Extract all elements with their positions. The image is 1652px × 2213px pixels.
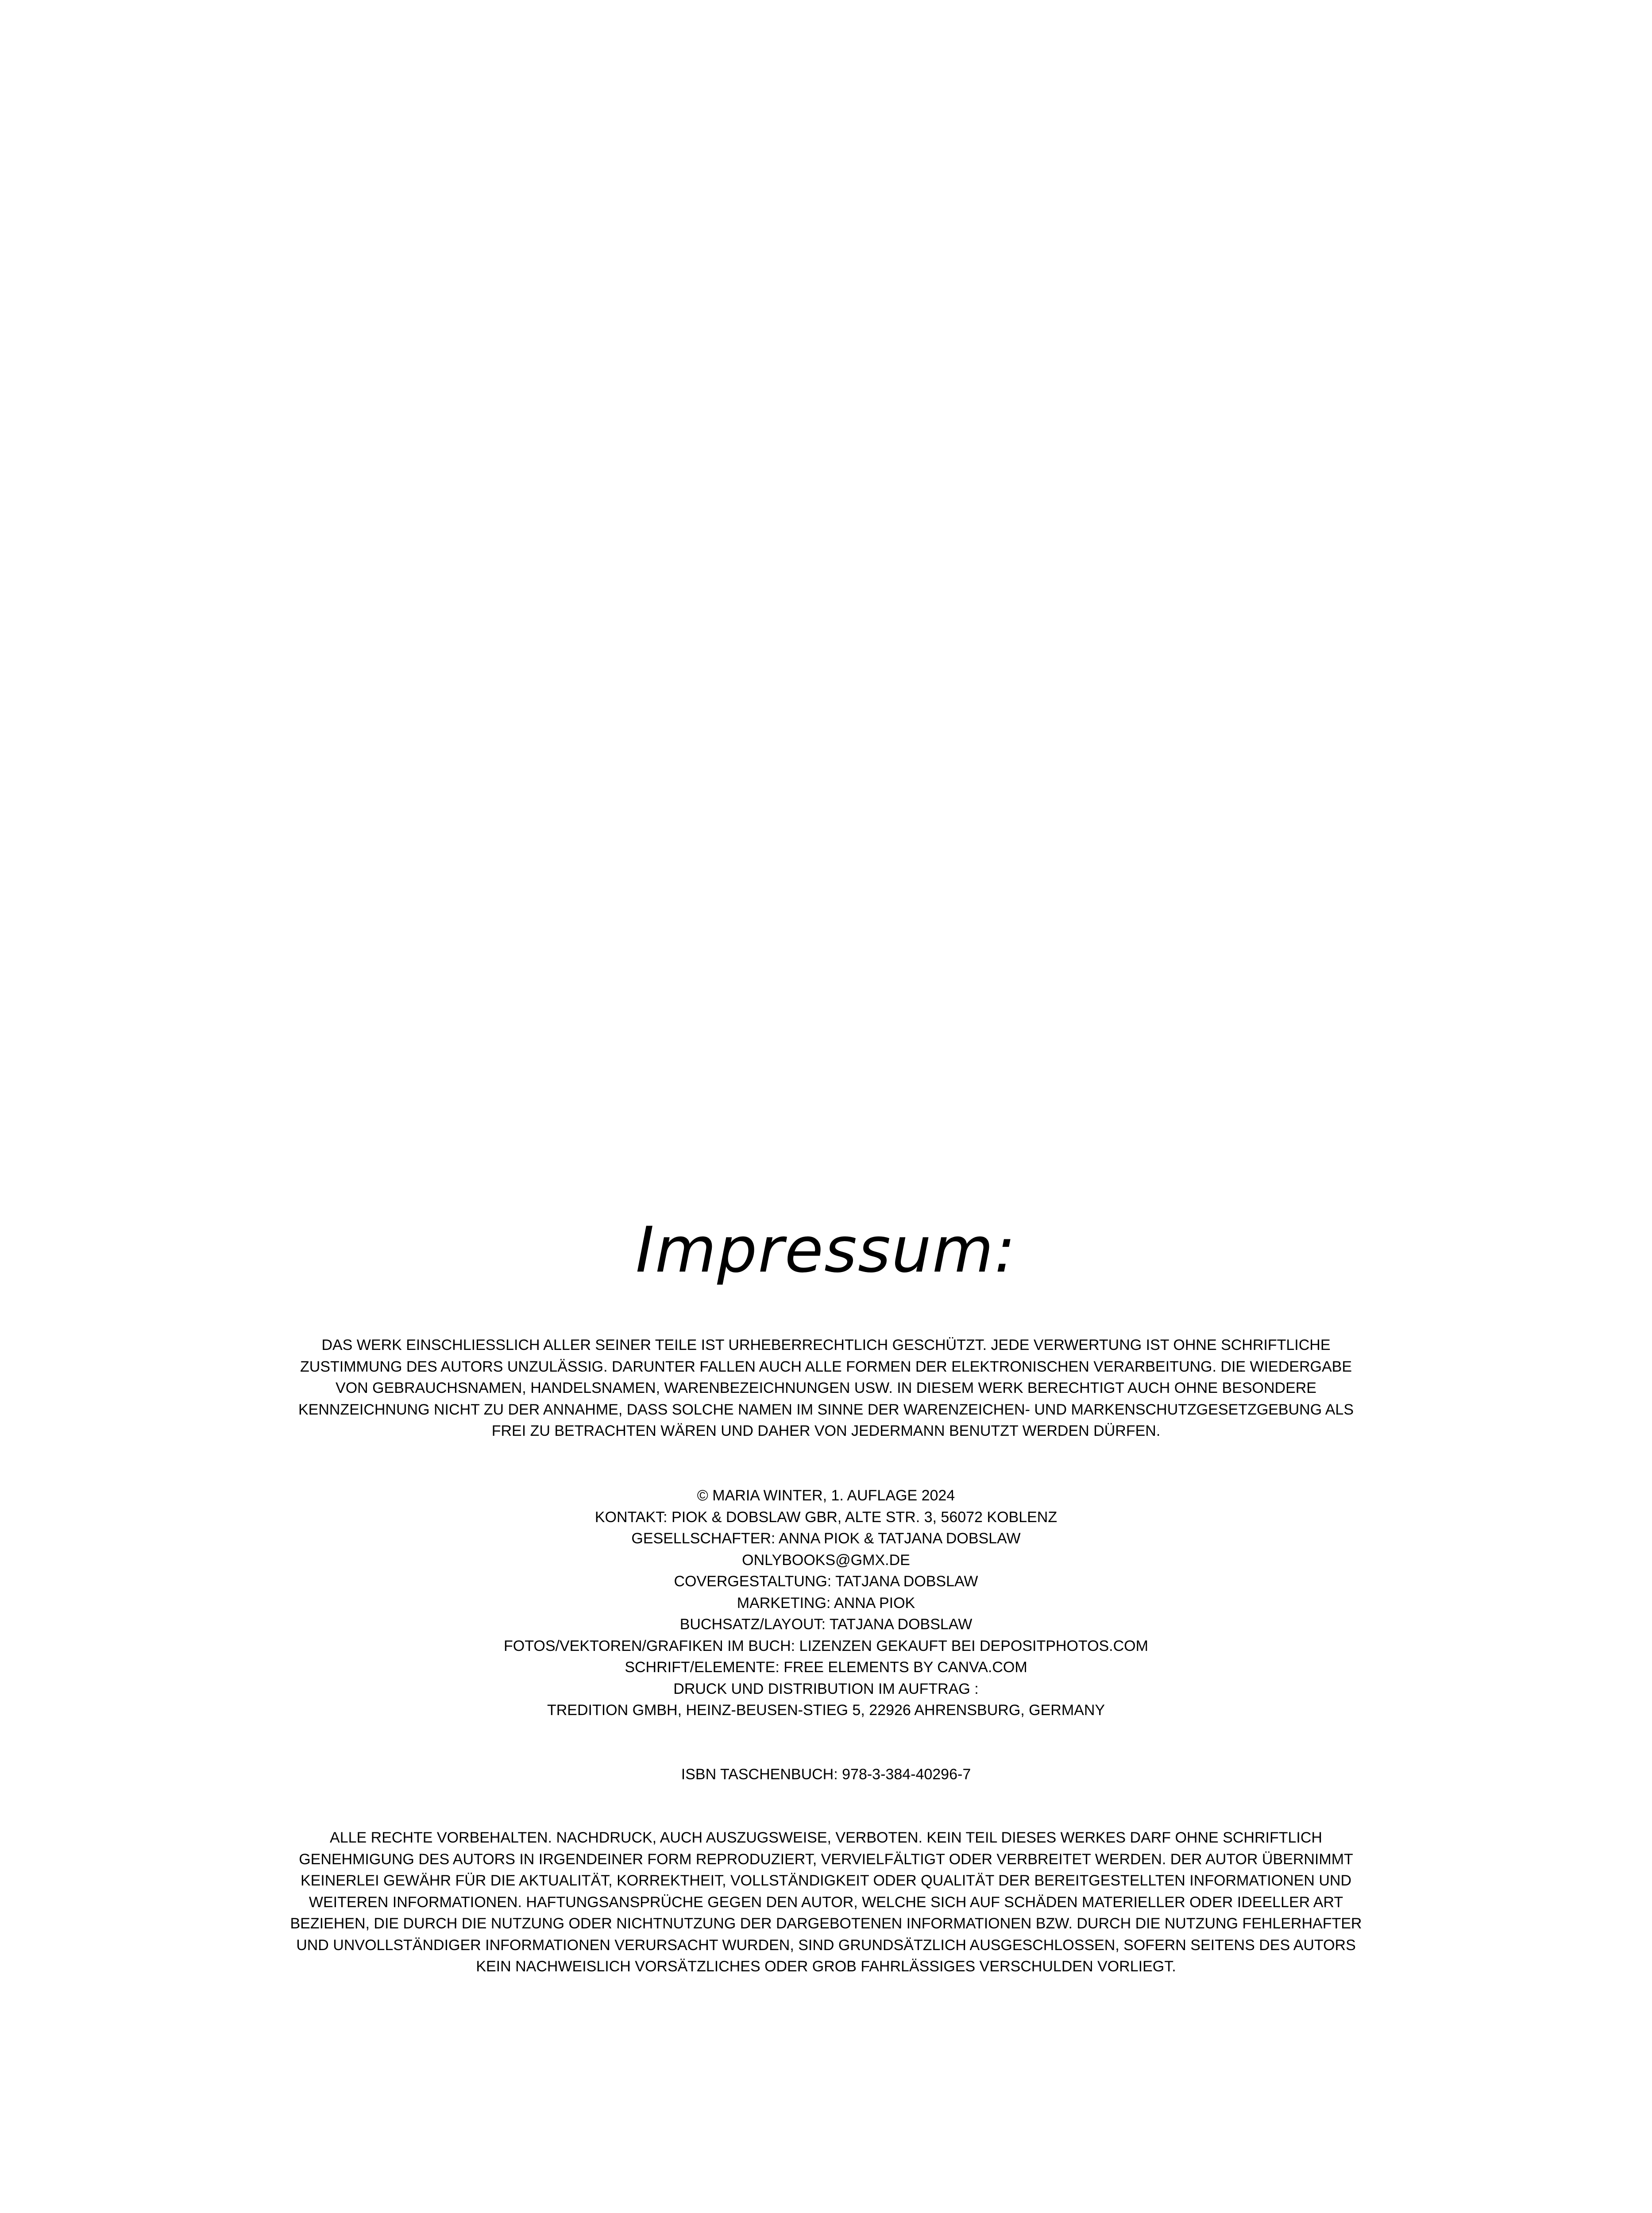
credit-line-printer-address: TREDITION GMBH, HEINZ-BEUSEN-STIEG 5, 22926 AHRENSBURG, GERMANY <box>547 1702 1105 1719</box>
isbn-text: ISBN TASCHENBUCH: 978-3-384-40296-7 <box>681 1766 971 1783</box>
credit-line-photos: FOTOS/VEKTOREN/GRAFIKEN IM BUCH: LIZENZEN GEKAUFT BEI DEPOSITPHOTOS.COM <box>504 1637 1148 1654</box>
credit-line-printing: DRUCK UND DISTRIBUTION IM AUFTRAG : <box>673 1680 979 1697</box>
rights-notice-text: ALLE RECHTE VORBEHALTEN. NACHDRUCK, AUCH AUSZUGSWEISE, VERBOTEN. KEIN TEIL DIESES WERKES DARF OHNE SCHRIFTLICH GENEHMIGUNG DES AUTORS IN IRGENDEINER FORM REPRODUZIERT, VERVIELFÄLTIGT ODER VERBREITET WERDEN. DER AUTOR ÜBERNIMMT KEINERLEI GEWÄHR FÜR DIE AKTUALITÄT, KORREKTHEIT, VOLLSTÄNDIGKEIT ODER QUALITÄT DER BEREITGESTELLTEN INFORMATIONEN UND WEITEREN INFORMATIONEN. HAFTUNGSANSPRÜCHE GEGEN DEN AUTOR, WELCHE SICH AUF SCHÄDEN MATERIELLER ODER IDEELLER ART BEZIEHEN, DIE DURCH DIE NUTZUNG ODER NICHTNUTZUNG DER DARGEBOTENEN INFORMATIONEN BZW. DURCH DIE NUTZUNG FEHLERHAFTER UND UNVOLLSTÄNDIGER INFORMATIONEN VERURSACHT WURDEN, SIND GRUNDSÄTZLICH AUSGESCHLOSSEN, SOFERN SEITENS DES AUTORS KEIN NACHWEISLICH VORSÄTZLICHES ODER GROB FAHRLÄSSIGES VERSCHULDEN VORLIEGT. <box>290 1829 1362 1975</box>
legal-notice-text: DAS WERK EINSCHLIESSLICH ALLER SEINER TEILE IST URHEBERRECHTLICH GESCHÜTZT. JEDE VERWERTUNG IST OHNE SCHRIFTLICHE ZUSTIMMUNG DES AUTORS UNZULÄSSIG. DARUNTER FALLEN AUCH ALLE FORMEN DER ELEKTRONISCHEN VERARBEITUNG. DIE WIEDERGABE VON GEBRAUCHSNAMEN, HANDELSNAMEN, WARENBEZEICHNUNGEN USW. IN DIESEM WERK BERECHTIGT AUCH OHNE BESONDERE KENNZEICHNUNG NICHT ZU DER ANNAHME, DASS SOLCHE NAMEN IM SINNE DER WARENZEICHEN- UND MARKENSCHUTZGESETZGEBUNG ALS FREI ZU BETRACHTEN WÄREN UND DAHER VON JEDERMANN BENUTZT WERDEN DÜRFEN. <box>298 1337 1354 1439</box>
rights-notice <box>283 1827 1369 1978</box>
isbn-line <box>283 1764 1369 1785</box>
copyright-legal-notice <box>283 1334 1369 1442</box>
credit-line-partners: GESELLSCHAFTER: ANNA PIOK & TATJANA DOBSLAW <box>631 1530 1021 1547</box>
credit-line-email: ONLYBOOKS@GMX.DE <box>742 1551 910 1569</box>
credit-line-contact: KONTAKT: PIOK & DOBSLAW GBR, ALTE STR. 3, 56072 KOBLENZ <box>594 1508 1058 1526</box>
page-title: Impressum: <box>635 1214 1017 1287</box>
credits-list <box>283 1485 1369 1721</box>
credit-line-fonts: SCHRIFT/ELEMENTE: FREE ELEMENTS BY CANVA.COM <box>625 1659 1027 1676</box>
credit-line-layout: BUCHSATZ/LAYOUT: TATJANA DOBSLAW <box>679 1616 973 1633</box>
credit-line-copyright: © MARIA WINTER, 1. AUFLAGE 2024 <box>697 1487 955 1504</box>
credit-line-marketing: MARKETING: ANNA PIOK <box>737 1594 915 1612</box>
credit-line-cover: COVERGESTALTUNG: TATJANA DOBSLAW <box>674 1573 978 1590</box>
